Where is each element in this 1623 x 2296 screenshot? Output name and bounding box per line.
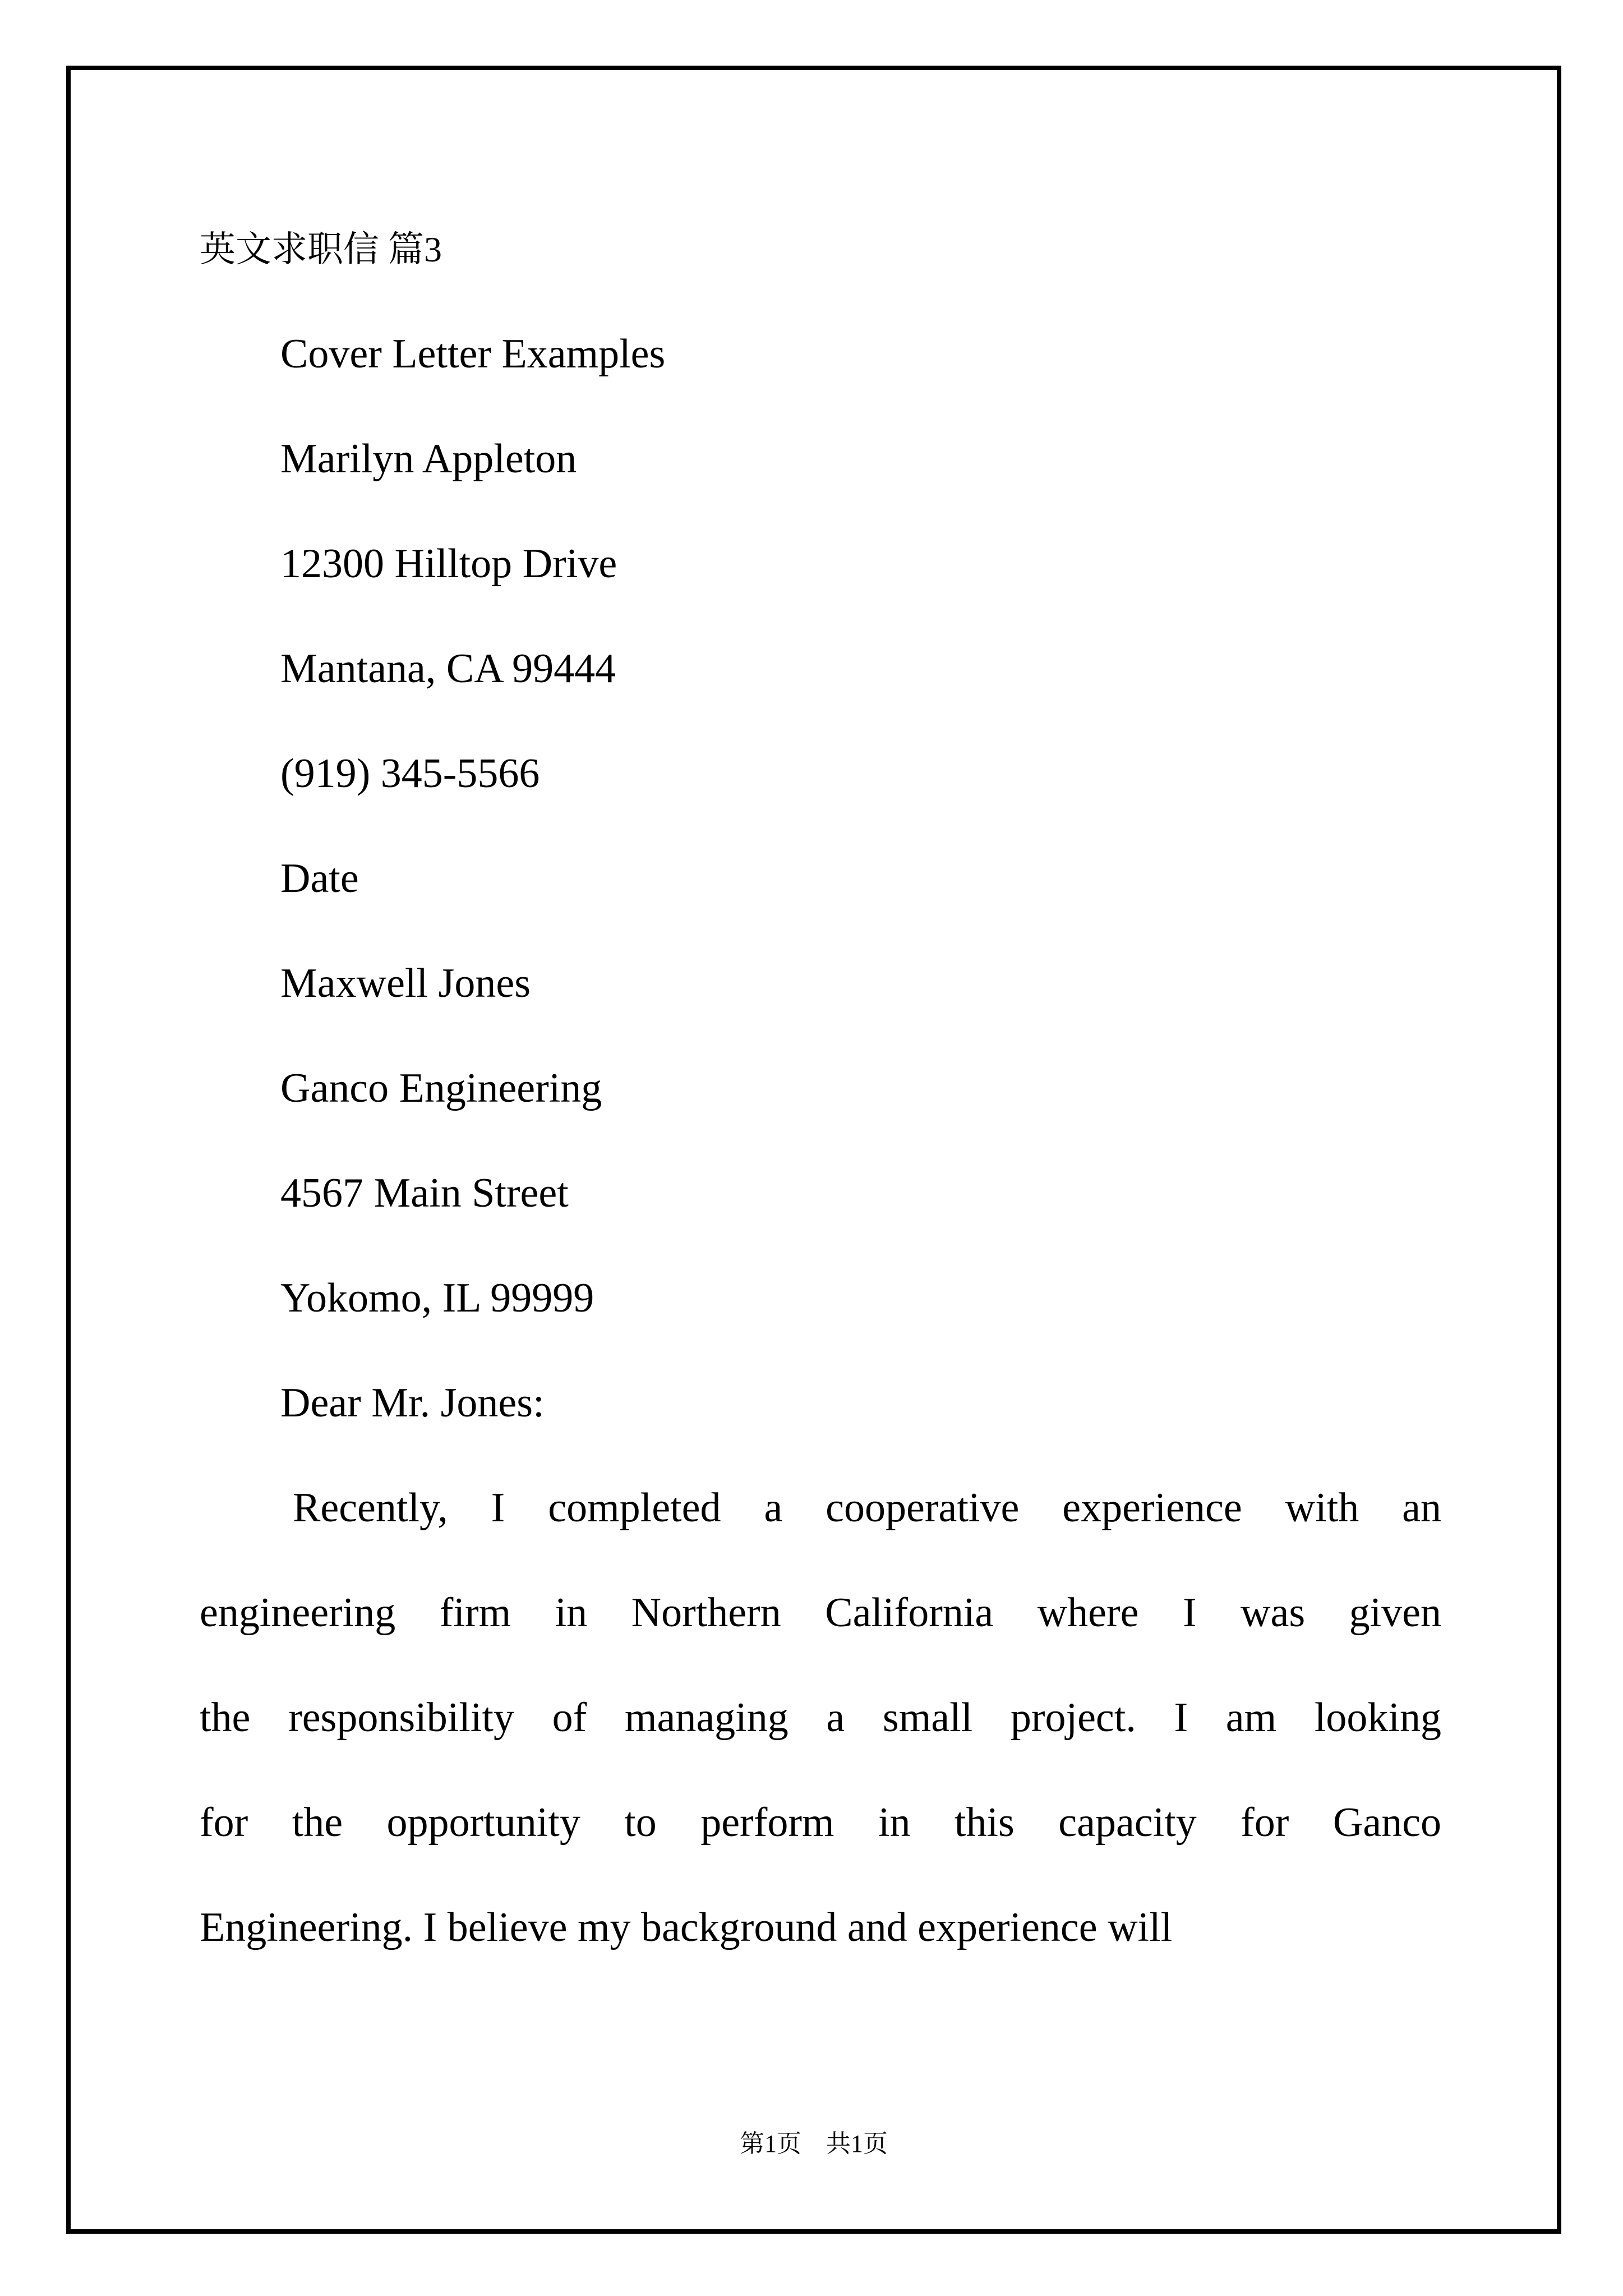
paragraph-line: Engineering. I believe my background and experience will: [200, 1904, 1173, 1950]
paragraph-line: for the opportunity to perform in this capacity for Ganco: [200, 1800, 1441, 1846]
page-border: [66, 66, 1561, 2234]
letter-content: [200, 197, 1441, 1980]
document-title: 英文求职信 篇3: [200, 229, 442, 269]
recipient-name: Maxwell Jones: [280, 960, 531, 1006]
footer-page-total: 共1页: [826, 2130, 888, 2157]
sender-phone: (919) 345-5566: [280, 751, 540, 797]
paragraph-line: engineering firm in Northern California where I was given: [200, 1590, 1441, 1636]
recipient-street: 4567 Main Street: [280, 1170, 569, 1216]
sender-street: 12300 Hilltop Drive: [280, 541, 617, 587]
footer-page-number: 第1页: [740, 2130, 801, 2157]
recipient-company: Ganco Engineering: [280, 1065, 602, 1111]
sender-city: Mantana, CA 99444: [280, 646, 616, 692]
sender-name: Marilyn Appleton: [280, 436, 577, 482]
date-line: Date: [280, 855, 359, 901]
salutation: Dear Mr. Jones:: [280, 1380, 545, 1426]
paragraph-line: the responsibility of managing a small project. I am looking: [200, 1695, 1441, 1741]
paragraph-line: Recently, I completed a cooperative experience with an: [293, 1485, 1441, 1531]
page-footer: [71, 2127, 1557, 2161]
letter-heading-line: Cover Letter Examples: [280, 331, 666, 377]
recipient-city: Yokomo, IL 99999: [280, 1275, 594, 1321]
